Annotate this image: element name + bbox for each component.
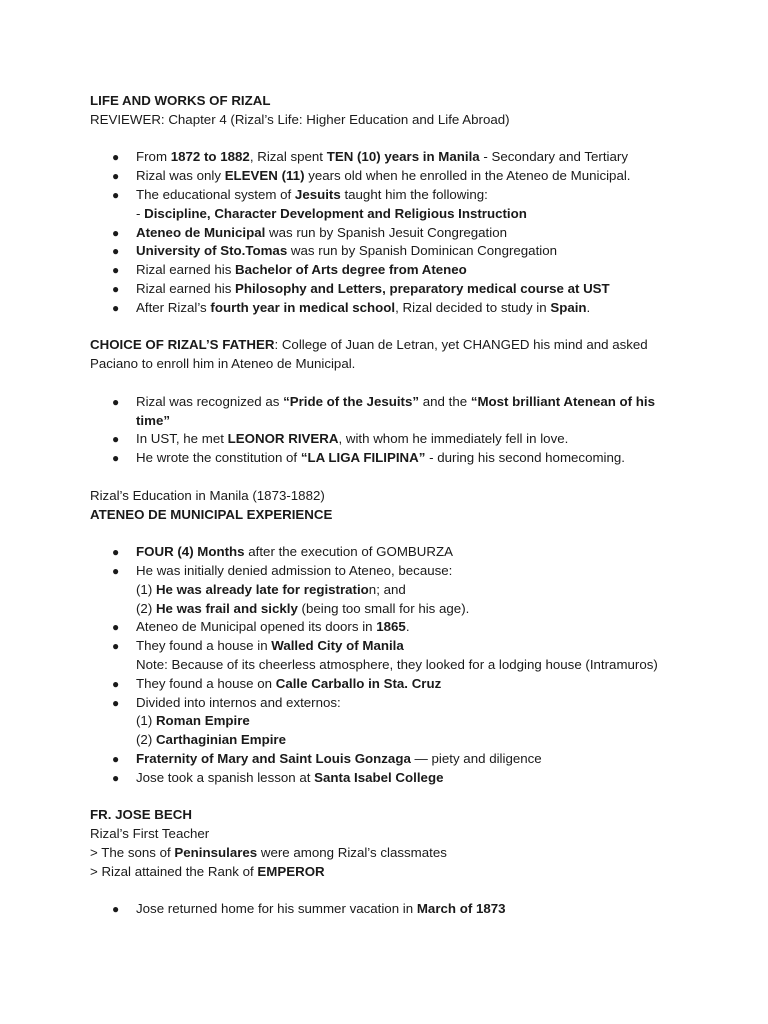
list-item: ● He was initially denied admission to Ateneo, because: (1) He was already late for registration; and (2) He was frail and sickly (being too small for his age). [112, 562, 470, 616]
bech-line: Rizal’s First Teacher [90, 826, 210, 842]
bullet-icon: ● [112, 770, 120, 785]
bullet-icon: ● [112, 300, 120, 315]
bullet-icon: ● [112, 639, 120, 654]
bullet-icon: ● [112, 169, 120, 184]
bullet-list-summer [90, 900, 690, 919]
bech-line: > The sons of Peninsulares were among Rizal’s classmates [90, 844, 447, 860]
section-heading-bech: FR. JOSE BECH [90, 807, 192, 823]
section-heading-education: Rizal’s Education in Manila (1873-1882) [90, 487, 325, 503]
list-item: ● Divided into internos and externos: (1) Roman Empire (2) Carthaginian Empire [112, 694, 341, 748]
bullet-icon: ● [112, 451, 120, 466]
bullet-icon: ● [112, 150, 120, 165]
bullet-icon: ● [112, 263, 120, 278]
bullet-icon: ● [112, 225, 120, 240]
bullet-icon: ● [112, 563, 120, 578]
list-item: ● He wrote the constitution of “LA LIGA FILIPINA” - during his second homecoming. [90, 449, 690, 468]
list-item: ● They found a house on Calle Carballo in Sta. Cruz [90, 675, 690, 694]
list-item: ● Rizal was recognized as “Pride of the Jesuits” and the “Most brilliant Atenean of his time” [112, 393, 656, 428]
bech-line: > Rizal attained the Rank of EMPEROR [90, 863, 325, 879]
bullet-icon: ● [112, 902, 120, 917]
list-item: ● Rizal was only ELEVEN (11) years old when he enrolled in the Ateneo de Municipal. [90, 167, 690, 186]
document-page [90, 92, 690, 919]
bullet-icon: ● [112, 545, 120, 560]
bullet-list-ateneo [90, 543, 690, 787]
bullet-icon: ● [112, 187, 120, 202]
bullet-icon: ● [112, 394, 120, 409]
list-item: ● Fraternity of Mary and Saint Louis Gonzaga — piety and diligence [90, 750, 690, 769]
document-subtitle: REVIEWER: Chapter 4 (Rizal’s Life: Higher Education and Life Abroad) [90, 111, 510, 127]
list-item: ● They found a house in Walled City of Manila Note: Because of its cheerless atmosphere, they looked for a lodging house (Intramuros) [112, 638, 658, 672]
list-item: ● In UST, he met LEONOR RIVERA, with whom he immediately fell in love. [90, 430, 690, 449]
list-item: ● Jose returned home for his summer vacation in March of 1873 [90, 900, 690, 919]
bullet-list-overview [90, 148, 690, 317]
choice-paragraph-line2: Paciano to enroll him in Ateneo de Municipal. [90, 356, 356, 372]
bullet-icon: ● [112, 676, 120, 691]
list-item: ● Jose took a spanish lesson at Santa Isabel College [90, 769, 690, 788]
list-item: ● FOUR (4) Months after the execution of GOMBURZA [90, 543, 690, 562]
list-item: ● Rizal earned his Bachelor of Arts degree from Ateneo [90, 261, 690, 280]
list-item: ● Ateneo de Municipal opened its doors in 1865. [90, 618, 690, 637]
list-item: ● From 1872 to 1882, Rizal spent TEN (10) years in Manila - Secondary and Tertiary [90, 148, 690, 167]
bullet-list-recognition [90, 393, 690, 468]
list-item: ● The educational system of Jesuits taught him the following: - Discipline, Character Development and Religious Instruction [112, 186, 527, 221]
list-item: ● Rizal earned his Philosophy and Letters, preparatory medical course at UST [90, 280, 690, 299]
list-item: ● University of Sto.Tomas was run by Spanish Dominican Congregation [90, 242, 690, 261]
document-title: LIFE AND WORKS OF RIZAL [90, 93, 271, 108]
list-item: ● Ateneo de Municipal was run by Spanish Jesuit Congregation [90, 224, 690, 243]
bullet-icon: ● [112, 751, 120, 766]
bullet-icon: ● [112, 620, 120, 635]
bullet-icon: ● [112, 244, 120, 259]
bullet-icon: ● [112, 281, 120, 296]
bullet-icon: ● [112, 432, 120, 447]
bullet-icon: ● [112, 695, 120, 710]
choice-paragraph: CHOICE OF RIZAL’S FATHER: College of Juan de Letran, yet CHANGED his mind and asked [90, 337, 648, 353]
section-heading-ateneo: ATENEO DE MUNICIPAL EXPERIENCE [90, 506, 333, 522]
list-item: ● After Rizal’s fourth year in medical school, Rizal decided to study in Spain. [90, 299, 690, 318]
